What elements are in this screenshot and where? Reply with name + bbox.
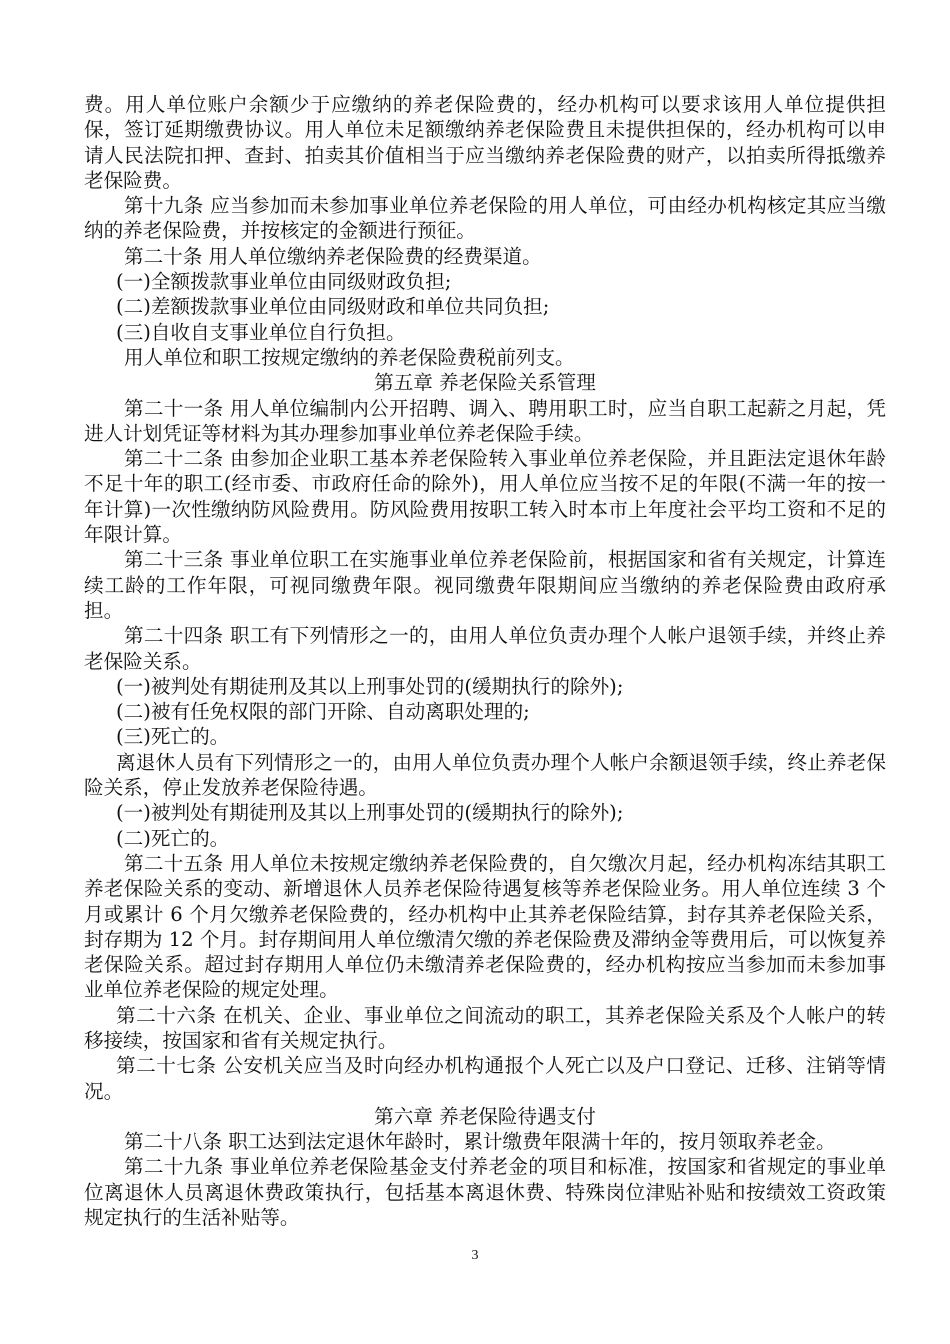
list-item: (一)被判处有期徒刑及其以上刑事处罚的(缓期执行的除外); <box>116 674 624 698</box>
list-item: (二)差额拨款事业单位由同级财政和单位共同负担; <box>116 295 550 319</box>
paragraph: 用人单位和职工按规定缴纳的养老保险费税前列支。 <box>124 345 575 369</box>
article-24: 第二十四条 职工有下列情形之一的，由用人单位负责办理个人帐户退领手续，并终止养老保险关系。 <box>84 624 886 673</box>
article-23: 第二十三条 事业单位职工在实施事业单位养老保险前，根据国家和省有关规定，计算连续工龄的工作年限，可视同缴费年限。视同缴费年限期间应当缴纳的养老保险费由政府承担。 <box>84 548 886 622</box>
article-21: 第二十一条 用人单位编制内公开招聘、调入、聘用职工时，应当自职工起薪之月起，凭进人计划凭证等材料为其办理参加事业单位养老保险手续。 <box>84 396 886 445</box>
paragraph: 离退休人员有下列情形之一的，由用人单位负责办理个人帐户余额退领手续，终止养老保险关系，停止发放养老保险待遇。 <box>84 750 886 800</box>
list-item: (三)自收自支事业单位自行负担。 <box>116 320 406 344</box>
chapter-heading: 第五章 养老保险关系管理 <box>374 371 596 395</box>
article-22: 第二十二条 由参加企业职工基本养老保险转入事业单位养老保险，并且距法定退休年龄不足十年的职工(经市委、市政府任命的除外)，用人单位应当按不足的年限(不满一年的按一年计算)一次性缴纳防风险费用。防风险费用按职工转入时本市上年度社会平均工资和不足的年限计算。 <box>84 447 886 547</box>
document-body <box>84 92 886 1230</box>
article-29: 第二十九条 事业单位养老保险基金支付养老金的项目和标准，按国家和省规定的事业单位离退休人员离退休费政策执行，包括基本离退休费、特殊岗位津贴补贴和按绩效工资政策规定执行的生活补贴等。 <box>84 1155 886 1230</box>
article-19: 第十九条 应当参加而未参加事业单位养老保险的用人单位，可由经办机构核定其应当缴纳的养老保险费，并按核定的金额进行预征。 <box>84 194 886 243</box>
article-27: 第二十七条 公安机关应当及时向经办机构通报个人死亡以及户口登记、迁移、注销等情况。 <box>84 1054 886 1103</box>
page-number: 3 <box>471 1248 479 1263</box>
chapter-heading: 第六章 养老保险待遇支付 <box>374 1104 596 1128</box>
paragraph-continuation: 费。用人单位账户余额少于应缴纳的养老保险费的，经办机构可以要求该用人单位提供担保，签订延期缴费协议。用人单位未足额缴纳养老保险费且未提供担保的，经办机构可以申请人民法院扣押、查封、拍卖其价值相当于应当缴纳养老保险费的财产，以拍卖所得抵缴养老保险费。 <box>84 93 886 192</box>
article-26: 第二十六条 在机关、企业、事业单位之间流动的职工，其养老保险关系及个人帐户的转移接续，按国家和省有关规定执行。 <box>84 1003 886 1052</box>
list-item: (三)死亡的。 <box>116 725 230 749</box>
list-item: (二)被有任免权限的部门开除、自动离职处理的; <box>116 700 530 724</box>
article-28: 第二十八条 职工达到法定退休年龄时，累计缴费年限满十年的，按月领取养老金。 <box>124 1130 836 1154</box>
list-item: (二)死亡的。 <box>116 826 230 850</box>
article-20: 第二十条 用人单位缴纳养老保险费的经费渠道。 <box>124 244 542 268</box>
list-item: (一)被判处有期徒刑及其以上刑事处罚的(缓期执行的除外); <box>116 801 624 825</box>
article-25: 第二十五条 用人单位未按规定缴纳养老保险费的，自欠缴次月起，经办机构冻结其职工养老保险关系的变动、新增退休人员养老保险待遇复核等养老保险业务。用人单位连续 3 个月或累计 6 个月欠缴养老保险费的，经办机构中止其养老保险结算，封存其养老保险关系，封存期为 12 个月。封存期间用人单位缴清欠缴的养老保险费及滞纳金等费用后，可以恢复养老保险关系。超过封存期用人单位仍未缴清养老保险费的，经办机构按应当参加而未参加事业单位养老保险的规定处理。 <box>84 851 886 1002</box>
list-item: (一)全额拨款事业单位由同级财政负担; <box>116 270 452 294</box>
